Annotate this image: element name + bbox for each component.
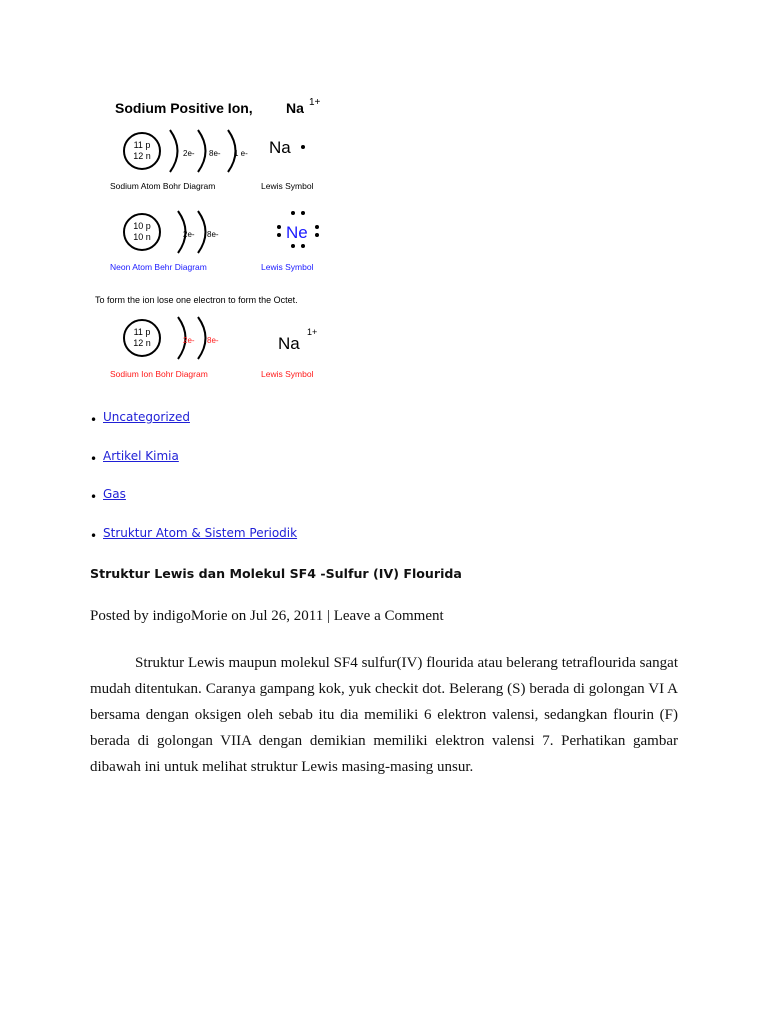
- neon-dot-left-top: [277, 225, 281, 229]
- sodium-ion-lewis-charge: 1+: [307, 327, 318, 337]
- bullet-icon: •: [90, 451, 98, 466]
- sodium-ion-protons: 11 p: [133, 327, 151, 337]
- neon-dot-right-bottom: [315, 233, 319, 237]
- post-body: Struktur Lewis maupun molekul SF4 sulfur(IV) flourida atau belerang tetraflourida sangat mudah ditentukan. Caranya gampang kok, yuk checkit dot. Belerang (S) berada di golongan VI A bersama dengan oksigen oleh sebab itu dia memiliki 6 elektron valensi, sedangkan flourin (F) berada di golongan VIIA dengan demikian memiliki elektron valensi 7. Perhatikan gambar dibawah ini untuk melihat struktur Lewis masing-masing unsur.: [90, 655, 678, 775]
- neon-neutrons: 10 n: [133, 232, 151, 242]
- neon-dot-right-top: [315, 225, 319, 229]
- sodium-ion-lewis-symbol: [261, 327, 317, 379]
- sodium-shell-label-3: 1 e-: [234, 149, 248, 158]
- neon-atom-caption: Neon Atom Behr Diagram: [110, 262, 207, 272]
- sodium-lewis-symbol: [261, 138, 314, 191]
- sodium-shell-2: [198, 130, 206, 172]
- neon-dot-top-left: [291, 211, 295, 215]
- sodium-lewis-caption: Lewis Symbol: [261, 181, 314, 191]
- diagram-title-formula: Na: [286, 100, 304, 116]
- diagram-title-charge: 1+: [309, 97, 321, 108]
- neon-shell-label-2: 8e-: [207, 230, 219, 239]
- post-meta: Posted by indigoMorie on Jul 26, 2011 | Leave a Comment: [90, 608, 444, 624]
- bullet-icon: •: [90, 413, 98, 427]
- sodium-atom-caption: Sodium Atom Bohr Diagram: [110, 181, 216, 191]
- bullet-icon: •: [90, 529, 98, 544]
- neon-dot-bottom-left: [291, 244, 295, 248]
- sodium-neutrons: 12 n: [133, 151, 151, 161]
- sodium-ion-shell-label-1: 2e-: [183, 336, 195, 345]
- tag-item: [90, 487, 297, 526]
- sodium-lewis-text: Na: [269, 138, 291, 157]
- neon-dot-bottom-right: [301, 244, 305, 248]
- neon-dot-top-right: [301, 211, 305, 215]
- sodium-shell-label-1: 2e-: [183, 149, 195, 158]
- sodium-ion-diagram: [95, 92, 365, 392]
- neon-atom-bohr-diagram: [110, 211, 219, 272]
- sodium-ion-bohr-diagram: [110, 317, 219, 379]
- octet-explanation: To form the ion lose one electron to form the Octet.: [95, 295, 298, 305]
- tag-item: [90, 410, 297, 449]
- neon-shell-label-1: 2e-: [183, 230, 195, 239]
- sodium-atom-bohr-diagram: [110, 130, 248, 191]
- sodium-ion-diagram-svg: [95, 92, 365, 387]
- tag-link-gas[interactable]: Gas: [103, 487, 126, 502]
- sodium-ion-caption: Sodium Ion Bohr Diagram: [110, 369, 208, 379]
- sodium-valence-dot: [301, 145, 305, 149]
- neon-lewis-text: Ne: [286, 223, 308, 242]
- tag-link-artikel-kimia[interactable]: Artikel Kimia: [103, 448, 179, 463]
- sodium-ion-lewis-text: Na: [278, 334, 300, 353]
- post-title: Struktur Lewis dan Molekul SF4 -Sulfur (IV) Flourida: [90, 566, 462, 581]
- tag-link-uncategorized[interactable]: Uncategorized: [103, 410, 190, 424]
- neon-protons: 10 p: [133, 221, 151, 231]
- neon-dot-left-bottom: [277, 233, 281, 237]
- bullet-icon: •: [90, 490, 98, 505]
- sodium-ion-shell-label-2: 8e-: [207, 336, 219, 345]
- sodium-ion-neutrons: 12 n: [133, 338, 151, 348]
- tag-item: [90, 526, 297, 565]
- sodium-shell-label-2: 8e-: [209, 149, 221, 158]
- sodium-ion-lewis-caption: Lewis Symbol: [261, 369, 314, 379]
- tag-link-struktur-atom[interactable]: Struktur Atom & Sistem Periodik: [103, 526, 298, 541]
- tag-list: [90, 410, 297, 565]
- neon-lewis-caption: Lewis Symbol: [261, 262, 314, 272]
- neon-lewis-symbol: [261, 211, 319, 272]
- sodium-shell-1: [170, 130, 178, 172]
- diagram-title: Sodium Positive Ion,: [115, 100, 253, 116]
- sodium-ion-shell-2: [198, 317, 206, 359]
- sodium-protons: 11 p: [133, 140, 151, 150]
- neon-shell-2: [198, 211, 206, 253]
- tag-item: [90, 449, 297, 488]
